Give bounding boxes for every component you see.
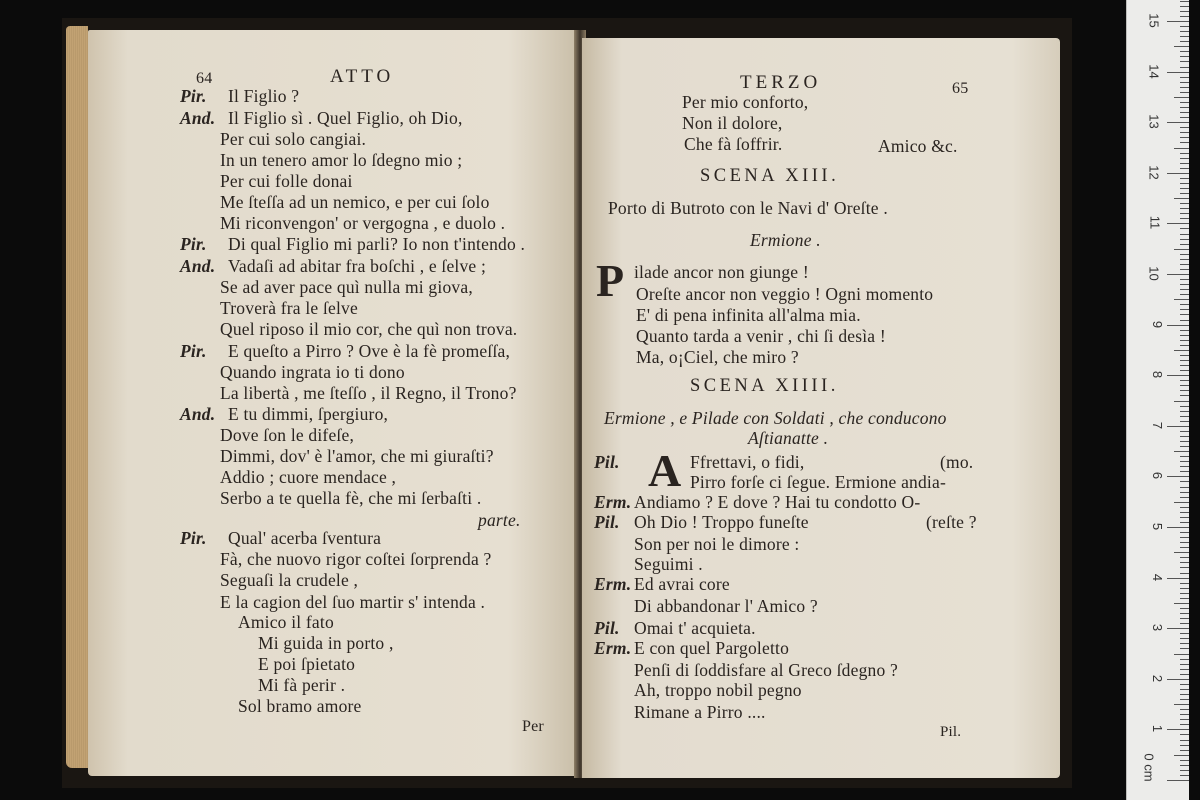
verse-line: Rimane a Pirro ....: [634, 702, 766, 722]
verse-line: Penſi di ſoddisfare al Greco ſdegno ?: [634, 660, 898, 680]
ruler-tick: [1180, 689, 1189, 690]
ruler-tick: [1180, 659, 1189, 660]
ruler-tick: [1180, 228, 1189, 229]
ruler-tick: [1180, 487, 1189, 488]
verse-line: Se ad aver pace quì nulla mi giova,: [220, 277, 473, 297]
ruler-tick: [1180, 365, 1189, 366]
ruler-tick: [1180, 370, 1189, 371]
ruler-label: 6: [1149, 472, 1165, 480]
verse-line: E con quel Pargoletto: [634, 638, 790, 658]
ruler-tick: [1180, 390, 1189, 391]
ruler-tick: [1180, 153, 1189, 154]
ruler-tick: [1174, 148, 1189, 149]
verse-line: In un tenero amor lo ſdegno mio ;: [220, 150, 463, 170]
verse-line: E queſto a Pirro ? Ove è la fè promeſſa,: [228, 341, 511, 361]
ruler-tick: [1180, 61, 1189, 62]
verse-line: Ed avrai core: [634, 574, 730, 594]
ruler-tick: [1180, 279, 1189, 280]
ruler-tick: [1180, 137, 1189, 138]
verse-line: Mi fà perir .: [258, 675, 346, 695]
left-running-header: ATTO: [330, 66, 395, 87]
ruler-tick: [1167, 729, 1189, 730]
measuring-ruler: [1126, 0, 1189, 800]
ruler-tick: [1180, 31, 1189, 32]
ruler-tick: [1180, 41, 1189, 42]
intro-line-3: Che fà ſoffrir.: [684, 134, 783, 154]
ruler-label: 4: [1149, 573, 1165, 581]
ruler-tick: [1180, 168, 1189, 169]
ruler-unit-label: 0 cm: [1141, 753, 1157, 782]
verse-line: Dove ſon le difeſe,: [220, 425, 355, 445]
ruler-tick: [1180, 547, 1189, 548]
ruler-tick: [1174, 451, 1189, 452]
ruler-tick: [1180, 395, 1189, 396]
ruler-tick: [1180, 588, 1189, 589]
ruler-tick: [1180, 522, 1189, 523]
verse-line: Oh Dio ! Troppo funeſte: [634, 512, 809, 532]
verse-line: E tu dimmi, ſpergiuro,: [228, 404, 389, 424]
verse-line: Dimmi, dov' è l'amor, che mi giuraſti?: [220, 446, 494, 466]
ruler-tick: [1180, 740, 1189, 741]
speaker-label: Erm.: [594, 638, 632, 658]
scene13-setting: Porto di Butroto con le Navi d' Oreſte .: [608, 198, 888, 218]
ruler-tick: [1180, 87, 1189, 88]
ruler-tick: [1167, 325, 1189, 326]
ruler-tick: [1180, 643, 1189, 644]
ruler-tick: [1180, 466, 1189, 467]
ruler-tick: [1167, 72, 1189, 73]
ruler-tick: [1180, 775, 1189, 776]
ruler-tick: [1180, 218, 1189, 219]
ruler-tick: [1180, 289, 1189, 290]
verse-turnover: (mo.: [940, 452, 974, 472]
scene13-character: Ermione .: [750, 230, 821, 250]
ruler-tick: [1180, 492, 1189, 493]
ruler-tick: [1180, 142, 1189, 143]
ruler-tick: [1180, 82, 1189, 83]
ruler-tick: [1180, 598, 1189, 599]
ruler-tick: [1180, 699, 1189, 700]
ruler-tick: [1180, 446, 1189, 447]
ruler-tick: [1180, 411, 1189, 412]
verse-line: Mi guida in porto ,: [258, 633, 394, 653]
ruler-label: 14: [1146, 63, 1162, 79]
left-page-number: 64: [196, 70, 213, 87]
ruler-tick: [1174, 46, 1189, 47]
ruler-tick: [1180, 259, 1189, 260]
ruler-tick: [1180, 512, 1189, 513]
ruler-label: 10: [1146, 266, 1162, 281]
scene14-characters: Ermione , e Pilade con Soldati , che conducono: [604, 408, 947, 428]
ruler-tick: [1180, 638, 1189, 639]
ruler-tick: [1180, 314, 1189, 315]
ruler-tick: [1180, 664, 1189, 665]
ruler-tick: [1180, 633, 1189, 634]
scene14-characters-2: Aſtianatte .: [748, 428, 829, 448]
verse-line: Fà, che nuovo rigor coſtei ſorprenda ?: [220, 549, 492, 569]
scene14-dropcap: A: [648, 445, 682, 496]
ruler-tick: [1180, 264, 1189, 265]
ruler-tick: [1174, 755, 1189, 756]
ruler-tick: [1174, 350, 1189, 351]
ruler-tick: [1180, 608, 1189, 609]
ruler-tick: [1180, 213, 1189, 214]
ruler-label: 3: [1149, 624, 1165, 632]
ruler-tick: [1180, 750, 1189, 751]
ruler-tick: [1180, 709, 1189, 710]
ruler-tick: [1180, 11, 1189, 12]
verse-line: Addio ; cuore mendace ,: [220, 467, 397, 487]
ruler-tick: [1180, 355, 1189, 356]
ruler-tick: [1180, 56, 1189, 57]
ruler-tick: [1180, 461, 1189, 462]
ruler-tick: [1180, 734, 1189, 735]
speaker-label: Pir.: [180, 86, 207, 106]
ruler-label: 5: [1149, 522, 1165, 531]
speaker-label: And.: [180, 108, 216, 128]
verse-line: Sol bramo amore: [238, 696, 362, 716]
ruler-tick: [1174, 502, 1189, 503]
verse-line: Il Figlio sì . Quel Figlio, oh Dio,: [228, 108, 463, 128]
ruler-tick: [1180, 421, 1189, 422]
verse-line: Ah, troppo nobil pegno: [634, 680, 802, 700]
intro-tail: Amico &c.: [878, 136, 958, 156]
ruler-tick: [1180, 593, 1189, 594]
verse-line: Mi riconvengon' or vergogna , e duolo .: [220, 213, 506, 233]
ruler-tick: [1174, 401, 1189, 402]
ruler-tick: [1174, 198, 1189, 199]
ruler-tick: [1174, 552, 1189, 553]
ruler-tick: [1180, 623, 1189, 624]
ruler-tick: [1180, 102, 1189, 103]
ruler-tick: [1180, 583, 1189, 584]
ruler-tick: [1180, 719, 1189, 720]
ruler-tick: [1180, 745, 1189, 746]
ruler-tick: [1174, 249, 1189, 250]
ruler-tick: [1180, 770, 1189, 771]
speaker-label: And.: [180, 404, 216, 424]
ruler-tick: [1180, 618, 1189, 619]
ruler-tick: [1180, 239, 1189, 240]
speaker-label: Pil.: [594, 452, 620, 472]
speaker-label: Erm.: [594, 492, 632, 512]
verse-line: Seguaſi la crudele ,: [220, 570, 359, 590]
ruler-tick: [1180, 573, 1189, 574]
ruler-tick: [1180, 694, 1189, 695]
verse-line: parte.: [478, 510, 521, 530]
verse-line: Amico il fato: [238, 612, 334, 632]
ruler-tick: [1180, 345, 1189, 346]
scene14-title: SCENA XIIII.: [690, 376, 839, 396]
ruler-tick: [1180, 613, 1189, 614]
ruler-tick: [1180, 284, 1189, 285]
ruler-tick: [1180, 16, 1189, 17]
verse-line: Son per noi le dimore :: [634, 534, 800, 554]
ruler-label: 11: [1146, 216, 1162, 230]
ruler-tick: [1180, 385, 1189, 386]
ruler-tick: [1174, 299, 1189, 300]
speaker-label: Pir.: [180, 528, 207, 548]
ruler-tick: [1180, 67, 1189, 68]
ruler-tick: [1180, 178, 1189, 179]
ruler-tick: [1180, 294, 1189, 295]
speaker-label: Pil.: [594, 512, 620, 532]
ruler-label: 13: [1146, 114, 1162, 129]
verse-line: Serbo a te quella fè, che mi ſerbaſti .: [220, 488, 482, 508]
ruler-tick: [1180, 714, 1189, 715]
ruler-tick: [1180, 674, 1189, 675]
ruler-tick: [1180, 380, 1189, 381]
ruler-tick: [1180, 92, 1189, 93]
ruler-tick: [1180, 481, 1189, 482]
page-edges: [66, 26, 88, 768]
ruler-tick: [1180, 471, 1189, 472]
ruler-tick: [1180, 335, 1189, 336]
ruler-tick: [1180, 26, 1189, 27]
ruler-tick: [1167, 780, 1189, 781]
verse-line: Per cui solo cangiai.: [220, 129, 367, 149]
ruler-tick: [1180, 340, 1189, 341]
ruler-label: 7: [1149, 421, 1165, 429]
ruler-tick: [1180, 112, 1189, 113]
verse-line: ilade ancor non giunge !: [634, 262, 809, 282]
ruler-tick: [1180, 441, 1189, 442]
ruler-tick: [1174, 603, 1189, 604]
ruler-tick: [1180, 532, 1189, 533]
ruler-tick: [1174, 97, 1189, 98]
verse-line: La libertà , me ſteſſo , il Regno, il Trono?: [220, 383, 517, 403]
verse-line: Ffrettavi, o fidi,: [690, 452, 805, 472]
ruler-tick: [1167, 527, 1189, 528]
ruler-label: 1: [1149, 725, 1165, 733]
ruler-tick: [1180, 542, 1189, 543]
ruler-tick: [1180, 497, 1189, 498]
right-page-number: 65: [952, 80, 969, 97]
left-catchword: Per: [522, 718, 544, 735]
verse-turnover: (reſte ?: [926, 512, 977, 532]
ruler-tick: [1167, 274, 1189, 275]
verse-line: Me ſteſſa ad un nemico, e per cui ſolo: [220, 192, 490, 212]
ruler-tick: [1180, 1, 1189, 2]
ruler-tick: [1180, 304, 1189, 305]
ruler-tick: [1180, 203, 1189, 204]
ruler-tick: [1167, 476, 1189, 477]
ruler-tick: [1180, 163, 1189, 164]
ruler-tick: [1180, 557, 1189, 558]
ruler-tick: [1180, 117, 1189, 118]
ruler-label: 9: [1149, 320, 1165, 328]
ruler-tick: [1180, 208, 1189, 209]
ruler-tick: [1180, 330, 1189, 331]
ruler-tick: [1180, 562, 1189, 563]
ruler-tick: [1180, 269, 1189, 270]
ruler-tick: [1167, 679, 1189, 680]
ruler-tick: [1180, 684, 1189, 685]
ruler-tick: [1180, 537, 1189, 538]
intro-line-1: Per mio conforto,: [682, 92, 809, 112]
ruler-tick: [1167, 21, 1189, 22]
ruler-tick: [1180, 188, 1189, 189]
verse-line: Andiamo ? E dove ? Hai tu condotto O-: [634, 492, 921, 512]
verse-line: Pirro forſe ci ſegue. Ermione andia-: [690, 472, 946, 492]
verse-line: Seguimi .: [634, 554, 703, 574]
ruler-tick: [1180, 760, 1189, 761]
ruler-label: 8: [1149, 371, 1165, 379]
ruler-tick: [1180, 158, 1189, 159]
speaker-label: Erm.: [594, 574, 632, 594]
ruler-tick: [1180, 517, 1189, 518]
verse-line: E poi ſpietato: [258, 654, 356, 674]
verse-line: Qual' acerba ſventura: [228, 528, 382, 548]
verse-line: E' di pena infinita all'alma mia.: [636, 305, 861, 325]
ruler-tick: [1180, 127, 1189, 128]
ruler-tick: [1167, 628, 1189, 629]
scene13-title: SCENA XIII.: [700, 166, 840, 186]
ruler-tick: [1180, 309, 1189, 310]
ruler-tick: [1180, 507, 1189, 508]
ruler-tick: [1180, 234, 1189, 235]
ruler-tick: [1167, 578, 1189, 579]
ruler-tick: [1180, 132, 1189, 133]
ruler-tick: [1180, 567, 1189, 568]
ruler-tick: [1167, 426, 1189, 427]
right-catchword: Pil.: [940, 724, 962, 740]
ruler-tick: [1180, 107, 1189, 108]
speaker-label: Pil.: [594, 618, 620, 638]
intro-line-2: Non il dolore,: [682, 113, 783, 133]
ruler-tick: [1180, 416, 1189, 417]
ruler-tick: [1180, 254, 1189, 255]
speaker-label: And.: [180, 256, 216, 276]
scene13-dropcap: P: [596, 255, 625, 306]
ruler-tick: [1180, 193, 1189, 194]
verse-line: Per cui folle donai: [220, 171, 353, 191]
ruler-tick: [1180, 456, 1189, 457]
ruler-tick: [1174, 704, 1189, 705]
verse-line: Quanto tarda a venir , chi ſi desìa !: [636, 326, 886, 346]
ruler-tick: [1167, 122, 1189, 123]
ruler-tick: [1180, 320, 1189, 321]
ruler-tick: [1180, 724, 1189, 725]
ruler-label: 15: [1146, 13, 1162, 28]
verse-line: Troverà fra le ſelve: [220, 298, 358, 318]
ruler-tick: [1180, 406, 1189, 407]
verse-line: Quando ingrata io ti dono: [220, 362, 405, 382]
ruler-tick: [1167, 223, 1189, 224]
verse-line: Vadaſi ad abitar fra boſchi , e ſelve ;: [228, 256, 487, 276]
ruler-tick: [1167, 173, 1189, 174]
verse-line: Il Figlio ?: [228, 86, 300, 106]
verse-line: Quel riposo il mio cor, che quì non trova.: [220, 319, 518, 339]
ruler-tick: [1180, 51, 1189, 52]
right-running-header: TERZO: [740, 72, 822, 93]
verse-line: Oreſte ancor non veggio ! Ogni momento: [636, 284, 934, 304]
ruler-tick: [1180, 669, 1189, 670]
verse-line: Di abbandonar l' Amico ?: [634, 596, 818, 616]
ruler-tick: [1180, 244, 1189, 245]
ruler-tick: [1174, 654, 1189, 655]
verse-line: E la cagion del ſuo martir s' intenda .: [220, 592, 486, 612]
ruler-tick: [1180, 436, 1189, 437]
ruler-tick: [1180, 183, 1189, 184]
ruler-tick: [1180, 765, 1189, 766]
ruler-tick: [1180, 431, 1189, 432]
verse-line: Omai t' acquieta.: [634, 618, 756, 638]
verse-line: Di qual Figlio mi parli? Io non t'intendo .: [228, 234, 526, 254]
ruler-tick: [1167, 375, 1189, 376]
ruler-tick: [1180, 77, 1189, 78]
ruler-tick: [1180, 648, 1189, 649]
ruler-tick: [1180, 6, 1189, 7]
ruler-label: 12: [1146, 165, 1162, 180]
ruler-label: 2: [1149, 674, 1165, 682]
ruler-tick: [1180, 36, 1189, 37]
speaker-label: Pir.: [180, 341, 207, 361]
speaker-label: Pir.: [180, 234, 207, 254]
ruler-tick: [1180, 360, 1189, 361]
verse-line: Ma, o¡Ciel, che miro ?: [636, 347, 799, 367]
